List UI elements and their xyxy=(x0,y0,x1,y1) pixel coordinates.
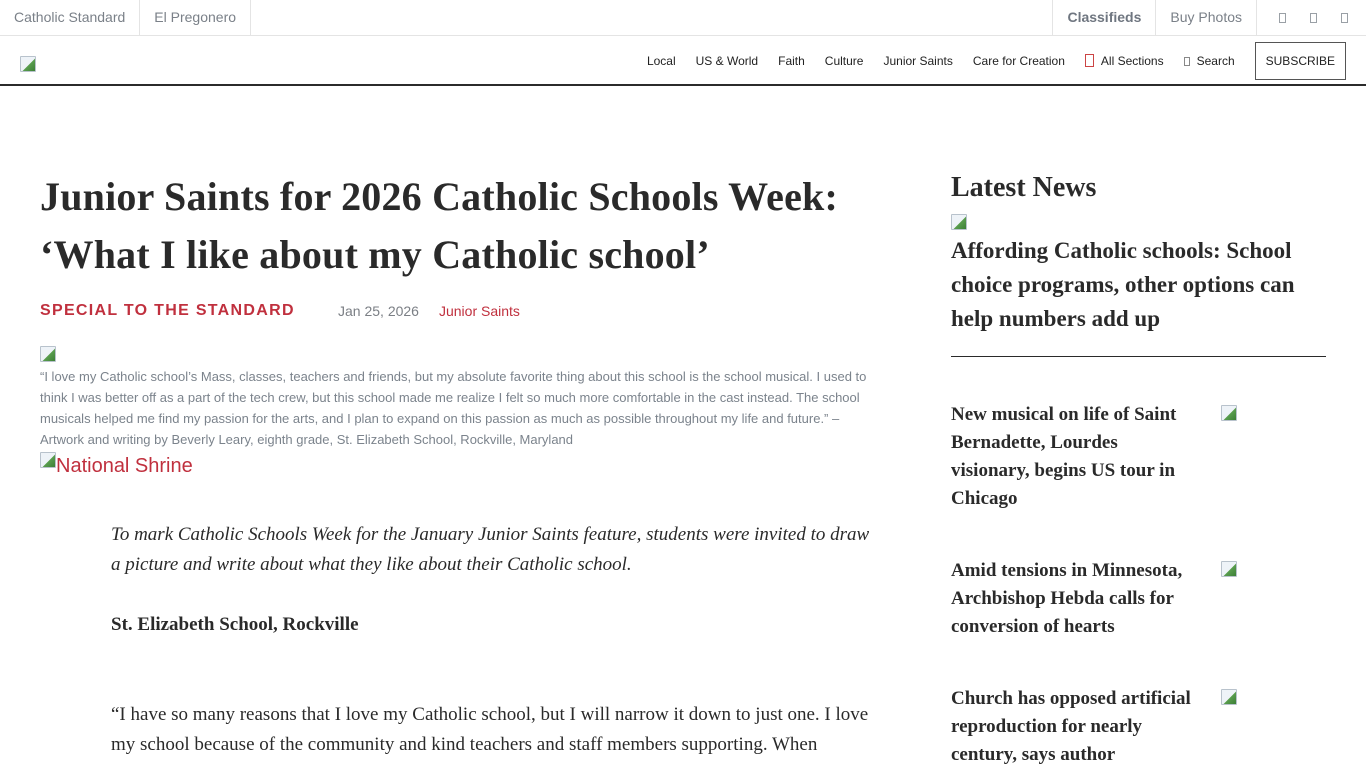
article-date: Jan 25, 2026 xyxy=(338,303,419,319)
featured-news-image[interactable] xyxy=(951,214,1326,230)
nav-junior-saints[interactable]: Junior Saints xyxy=(883,54,953,68)
latest-news-sidebar xyxy=(951,170,1326,768)
link-el-pregonero[interactable]: El Pregonero xyxy=(140,0,251,35)
article-headline: Junior Saints for 2026 Catholic Schools Week: ‘What I like about my Catholic school’ xyxy=(40,174,838,277)
news-list-item xyxy=(951,557,1326,641)
article-hero-image[interactable] xyxy=(40,346,870,362)
news-item-link[interactable]: Church has opposed artificial reproduction for nearly century, says author xyxy=(951,688,1191,765)
article-intro: To mark Catholic Schools Week for the January Junior Saints feature, students were invited to draw a picture and write about what they like about their Catholic school. xyxy=(111,524,870,575)
link-buy-photos[interactable]: Buy Photos xyxy=(1155,0,1256,35)
broken-image-icon xyxy=(951,214,967,230)
logo-image-icon xyxy=(20,56,36,72)
article-body xyxy=(111,520,873,760)
article-byline[interactable]: SPECIAL TO THE STANDARD xyxy=(40,302,295,319)
search-label: Search xyxy=(1196,54,1235,68)
site-logo[interactable] xyxy=(20,56,36,72)
news-item-link[interactable]: New musical on life of Saint Bernadette, Lourdes visionary, begins US tour in Chicago xyxy=(951,404,1177,509)
featured-news-link[interactable]: Affording Catholic schools: School choice programs, other options can help numbers add up xyxy=(951,238,1295,331)
national-shrine-ad[interactable] xyxy=(40,452,870,482)
broken-image-icon xyxy=(1221,561,1237,577)
image-caption: “I love my Catholic school’s Mass, classes, teachers and friends, but my absolute favorite thing about this school is the school musical. I used to think I was better off as a part of the tech crew, but this school made me realize I felt so much more comfortable in the cast instead. The school musicals helped me find my passion for the arts, and I plan to expand on this passion as much as possible throughout my life and future.” – Artwork and writing by Beverly Leary, eighth grade, St. Elizabeth School, Rockville, Maryland xyxy=(40,369,867,447)
menu-icon xyxy=(1085,54,1094,67)
social-icon-2[interactable] xyxy=(1310,13,1317,23)
article-category-link[interactable]: Junior Saints xyxy=(438,303,520,319)
news-item-link[interactable]: Amid tensions in Minnesota, Archbishop Hebda calls for conversion of hearts xyxy=(951,560,1183,637)
all-sections-label: All Sections xyxy=(1100,54,1164,68)
nav-us-world[interactable]: US & World xyxy=(695,54,759,68)
ad-alt-text: National Shrine xyxy=(56,455,193,477)
sidebar-divider xyxy=(951,356,1326,357)
nav-links xyxy=(647,42,1346,80)
news-item-thumbnail[interactable] xyxy=(1221,557,1326,641)
news-item-thumbnail[interactable] xyxy=(1221,685,1326,768)
social-icons xyxy=(1256,0,1366,35)
broken-image-icon xyxy=(40,346,56,362)
article-paragraph: “I have so many reasons that I love my Catholic school, but I will narrow it down to just one. I love my school because of the community and kind teachers and staff members supporting. When xyxy=(111,704,869,755)
news-list-item xyxy=(951,401,1326,513)
all-sections-button[interactable] xyxy=(1085,54,1164,68)
sidebar-title: Latest News xyxy=(951,172,1097,203)
nav-culture[interactable]: Culture xyxy=(824,54,864,68)
news-list-item xyxy=(951,685,1326,768)
broken-image-icon xyxy=(1221,689,1237,705)
utility-links xyxy=(1052,0,1366,35)
subscribe-button[interactable]: SUBSCRIBE xyxy=(1255,42,1346,80)
link-catholic-standard[interactable]: Catholic Standard xyxy=(0,0,140,35)
publication-switcher xyxy=(0,0,251,35)
social-icon-1[interactable] xyxy=(1279,13,1286,23)
news-item-thumbnail[interactable] xyxy=(1221,401,1326,513)
social-icon-3[interactable] xyxy=(1341,13,1348,23)
search-icon xyxy=(1184,57,1190,66)
school-heading: St. Elizabeth School, Rockville xyxy=(111,614,359,635)
nav-local[interactable]: Local xyxy=(646,54,676,68)
nav-faith[interactable]: Faith xyxy=(778,54,805,68)
broken-image-icon xyxy=(1221,405,1237,421)
search-button[interactable] xyxy=(1184,54,1235,68)
main-nav xyxy=(0,36,1366,86)
article-meta xyxy=(40,298,870,324)
broken-image-icon xyxy=(40,452,56,468)
link-classifieds[interactable]: Classifieds xyxy=(1052,0,1155,35)
nav-care-for-creation[interactable]: Care for Creation xyxy=(972,54,1065,68)
article xyxy=(40,168,870,760)
top-utility-bar xyxy=(0,0,1366,36)
